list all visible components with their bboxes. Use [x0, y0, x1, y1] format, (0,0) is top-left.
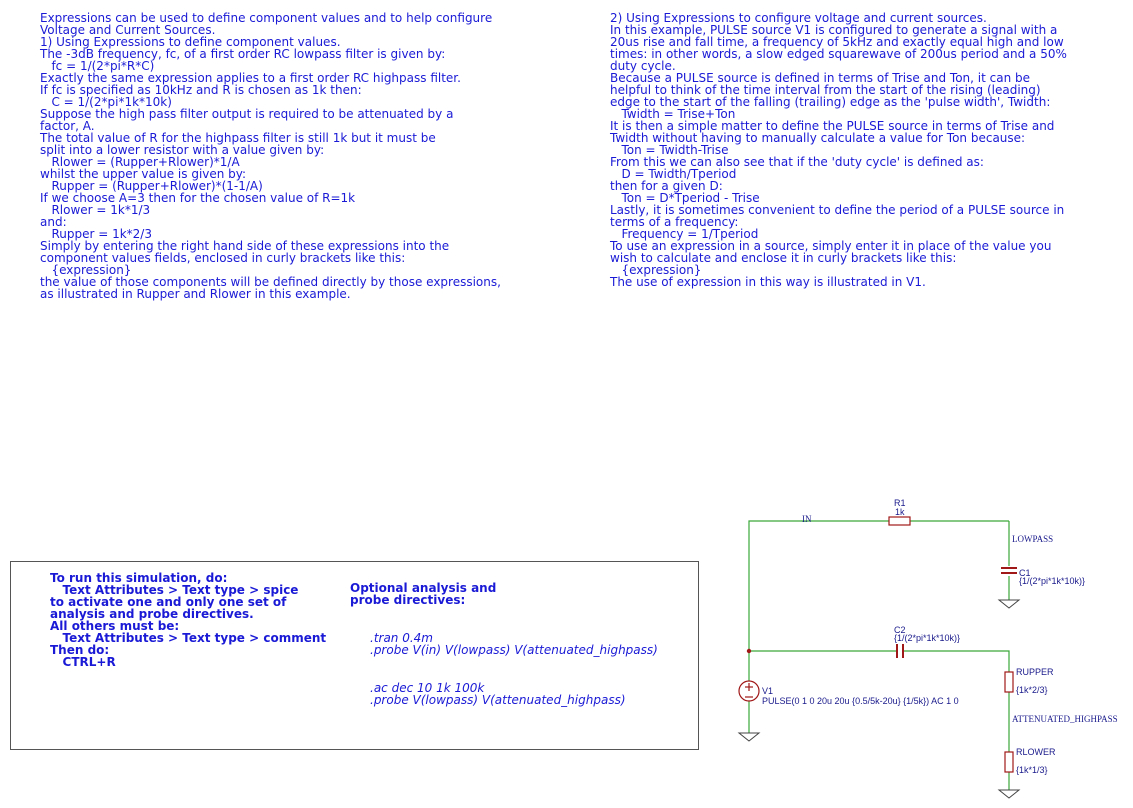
note-line: wish to calculate and enclose it in curly brackets like this:	[610, 251, 957, 265]
instruction-line: To run this simulation, do:	[50, 571, 228, 585]
note-line: Twidth without having to manually calculate a value for Ton because:	[610, 131, 1026, 145]
note-line: The -3dB frequency, fc, of a first order RC lowpass filter is given by:	[40, 47, 446, 61]
instruction-line: to activate one and only one set of	[50, 595, 287, 609]
note-line: The total value of R for the highpass filter is still 1k but it must be	[40, 131, 436, 145]
note-line: Lastly, it is sometimes convenient to define the period of a PULSE source in	[610, 203, 1065, 217]
note-line: Expressions can be used to define component values and to help configure	[40, 11, 493, 25]
ground-c1-icon	[999, 600, 1019, 608]
r1-value: 1k	[895, 507, 905, 517]
note-line: then for a given D:	[610, 179, 723, 193]
note-line: Voltage and Current Sources.	[40, 23, 216, 37]
note-line: Rupper = (Rupper+Rlower)*(1-1/A)	[40, 179, 263, 193]
v1-name: V1	[762, 686, 774, 696]
note-line: Twidth = Trise+Ton	[610, 107, 736, 121]
instruction-line: All others must be:	[50, 619, 180, 633]
instruction-line: Text Attributes > Text type > comment	[50, 631, 327, 645]
note-line: Exactly the same expression applies to a first order RC highpass filter.	[40, 71, 461, 85]
rlower-value: {1k*1/3}	[1016, 765, 1048, 775]
resistor-rlower	[1005, 752, 1013, 772]
note-line: terms of a frequency:	[610, 215, 739, 229]
note-line: Ton = D*Tperiod - Trise	[610, 191, 760, 205]
net-label-attenuated-highpass: ATTENUATED_HIGHPASS	[1012, 714, 1118, 724]
note-line: fc = 1/(2*pi*R*C)	[40, 59, 155, 73]
note-line: whilst the upper value is given by:	[40, 167, 247, 181]
note-line: component values fields, enclosed in curly brackets like this:	[40, 251, 406, 265]
ground-v1-icon	[739, 733, 759, 741]
note-line: From this we can also see that if the 'duty cycle' is defined as:	[610, 155, 984, 169]
net-label-lowpass: LOWPASS	[1012, 534, 1054, 544]
ac-probe: .probe V(lowpass) V(attenuated_highpass)	[370, 693, 626, 707]
capacitor-c2	[897, 644, 903, 658]
ground-rlower-icon	[999, 790, 1019, 798]
instruction-line: CTRL+R	[50, 655, 116, 669]
note-line: factor, A.	[40, 119, 95, 133]
note-line: Rlower = (Rupper+Rlower)*1/A	[40, 155, 240, 169]
note-line: D = Twidth/Tperiod	[610, 167, 737, 181]
note-line: split into a lower resistor with a value given by:	[40, 143, 325, 157]
net-label-in: IN	[802, 514, 812, 524]
note-line: {expression}	[40, 263, 132, 277]
note-line: To use an expression in a source, simply enter it in place of the value you	[610, 239, 1052, 253]
junction-dot	[747, 649, 751, 653]
capacitor-c1	[1001, 568, 1017, 573]
note-line: as illustrated in Rupper and Rlower in this example.	[40, 287, 351, 301]
rupper-name: RUPPER	[1016, 667, 1054, 677]
rupper-value: {1k*2/3}	[1016, 685, 1048, 695]
wires	[749, 521, 1009, 790]
note-line: and:	[40, 215, 67, 229]
resistor-r1	[889, 517, 910, 525]
wire-c2-right	[903, 651, 1009, 672]
instruction-line: analysis and probe directives.	[50, 607, 254, 621]
note-line: C = 1/(2*pi*1k*10k)	[40, 95, 172, 109]
note-line: {expression}	[610, 263, 702, 277]
instruction-line: Text Attributes > Text type > spice	[50, 583, 299, 597]
note-line: In this example, PULSE source V1 is configured to generate a signal with a	[610, 23, 1058, 37]
v1-value: PULSE(0 1 0 20u 20u {0.5/5k-20u} {1/5k}) AC 1 0	[762, 696, 959, 706]
resistor-rupper	[1005, 672, 1013, 692]
note-line: Rupper = 1k*2/3	[40, 227, 152, 241]
note-line: It is then a simple matter to define the PULSE source in terms of Trise and	[610, 119, 1055, 133]
r1-name: R1	[894, 498, 906, 508]
note-line: Ton = Twidth-Trise	[610, 143, 729, 157]
c2-name: C2	[894, 625, 906, 635]
c1-name: C1	[1019, 568, 1031, 578]
note-line: Simply by entering the right hand side of these expressions into the	[40, 239, 450, 253]
tran-probe: .probe V(in) V(lowpass) V(attenuated_highpass)	[370, 643, 658, 657]
note-line: the value of those components will be defined directly by those expressions,	[40, 275, 501, 289]
note-line: Rlower = 1k*1/3	[40, 203, 151, 217]
note-line: duty cycle.	[610, 59, 676, 73]
note-line: Because a PULSE source is defined in terms of Trise and Ton, it can be	[610, 71, 1031, 85]
note-line: 1) Using Expressions to define component values.	[40, 35, 341, 49]
tran-command: .tran 0.4m	[370, 631, 433, 645]
heading-line: probe directives:	[350, 593, 466, 607]
note-line: Frequency = 1/Tperiod	[610, 227, 759, 241]
note-line: helpful to think of the time interval from the start of the rising (leading)	[610, 83, 1041, 97]
rlower-name: RLOWER	[1016, 747, 1056, 757]
source-v1	[739, 681, 759, 701]
note-line: If we choose A=3 then for the chosen value of R=1k	[40, 191, 356, 205]
note-line: 20us rise and fall time, a frequency of 5kHz and exactly equal high and low	[610, 35, 1064, 49]
note-line: If fc is specified as 10kHz and R is chosen as 1k then:	[40, 83, 362, 97]
note-line: Suppose the high pass filter output is required to be attenuated by a	[40, 107, 454, 121]
heading-line: Optional analysis and	[350, 581, 497, 595]
instruction-line: Then do:	[50, 643, 110, 657]
ac-command: .ac dec 10 1k 100k	[370, 681, 485, 695]
c1-value: {1/(2*pi*1k*10k)}	[1019, 576, 1086, 586]
note-line: 2) Using Expressions to configure voltage and current sources.	[610, 11, 987, 25]
c2-value: {1/(2*pi*1k*10k)}	[894, 633, 961, 643]
note-line: edge to the start of the falling (trailing) edge as the 'pulse width', Twidth:	[610, 95, 1051, 109]
note-line: The use of expression in this way is illustrated in V1.	[610, 275, 926, 289]
note-line: times: in other words, a slow edged squarewave of 200us period and a 50%	[610, 47, 1067, 61]
